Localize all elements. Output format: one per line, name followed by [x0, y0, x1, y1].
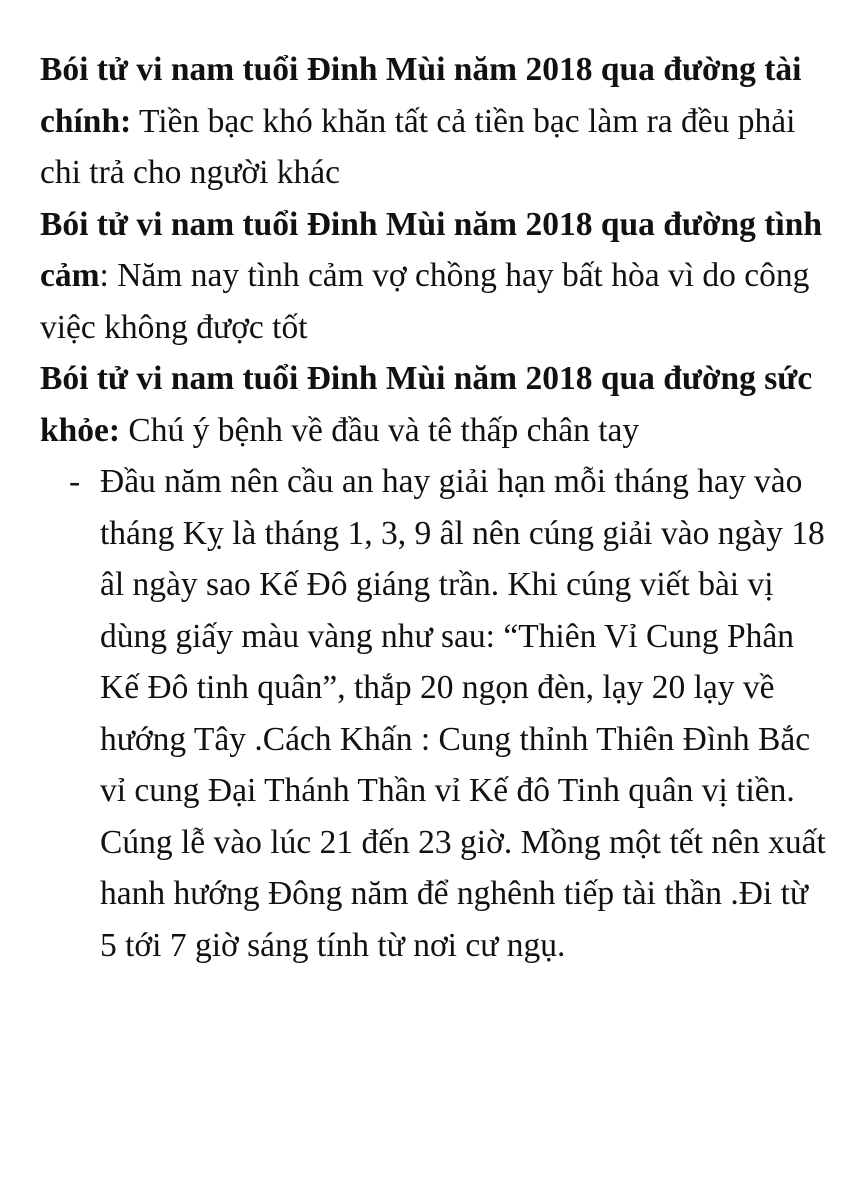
advice-text: Đầu năm nên cầu an hay giải hạn mỗi tháng hay vào tháng Kỵ là tháng 1, 3, 9 âl nên cúng giải vào ngày 18 âl ngày sao Kế Đô giáng trần. Khi cúng viết bài vị dùng giấy màu vàng như sau: “Thiên Vỉ Cung Phân Kế Đô tinh quân”, thắp 20 ngọn đèn, lạy 20 lạy về hướng Tây .Cách Khấn : Cung thỉnh Thiên Đình Bắc vỉ cung Đại Thánh Thần vỉ Kế đô Tinh quân vị tiền. Cúng lễ vào lúc 21 đến 23 giờ. Mồng một tết nên xuất hanh hướng Đông năm để nghênh tiếp tài thần .Đi từ 5 tới 7 giờ sáng tính từ nơi cư ngụ. — [100, 463, 826, 964]
finance-paragraph — [40, 44, 830, 199]
document-page — [40, 44, 830, 971]
finance-heading: Bói tử vi nam tuổi Đinh Mùi năm 2018 qua đường tài chính: — [40, 51, 802, 140]
love-paragraph — [40, 199, 830, 354]
list-item — [69, 456, 830, 971]
love-text: : Năm nay tình cảm vợ chồng hay bất hòa vì do công việc không được tốt — [40, 257, 810, 346]
health-paragraph — [40, 353, 830, 456]
finance-text: Tiền bạc khó khăn tất cả tiền bạc làm ra đều phải chi trả cho người khác — [40, 102, 796, 191]
love-heading: Bói tử vi nam tuổi Đinh Mùi năm 2018 qua đường tình cảm — [40, 205, 822, 294]
bullet-dash: - — [69, 463, 81, 500]
health-heading: Bói tử vi nam tuổi Đinh Mùi năm 2018 qua đường sức khỏe: — [40, 360, 813, 449]
health-text: Chú ý bệnh về đầu và tê thấp chân tay — [120, 411, 640, 449]
advice-list — [40, 456, 830, 971]
